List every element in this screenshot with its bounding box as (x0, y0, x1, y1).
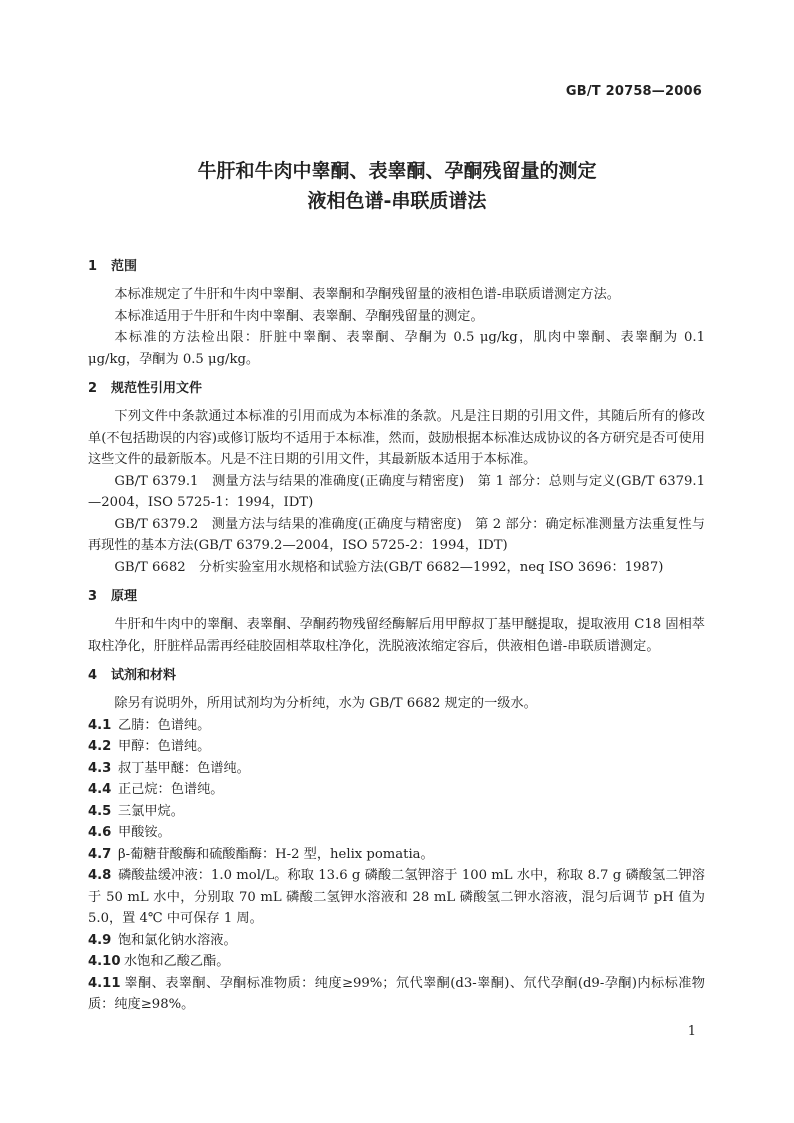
section-heading-scope (88, 256, 705, 278)
reference-entry: GB/T 6379.2 测量方法与结果的准确度(正确度与精密度) 第 2 部分：确定标准测量方法重复性与再现性的基本方法(GB/T 6379.2—2004，ISO 5725-2：1994，IDT) (88, 516, 705, 553)
section-title: 规范性引用文件 (111, 381, 203, 396)
item-text: 甲酸铵。 (118, 825, 171, 840)
reference-entry: GB/T 6682 分析实验室用水规格和试验方法(GB/T 6682—1992，neq ISO 3696：1987) (114, 559, 664, 575)
item-number: 4.4 (88, 782, 112, 797)
section-heading-reagents (88, 665, 705, 687)
reagent-item (88, 865, 705, 930)
item-number: 4.5 (88, 803, 112, 819)
item-text: 睾酮、表睾酮、孕酮标准物质：纯度≥99%；氘代睾酮(d3-睾酮)、氘代孕酮(d9-孕酮)内标标准物质：纯度≥98%。 (88, 975, 705, 1012)
item-number: 4.9 (88, 932, 112, 948)
reagent-item (88, 736, 705, 758)
reagent-item (88, 822, 705, 844)
section-number: 1 (88, 259, 98, 274)
paragraph: 除另有说明外，所用试剂均为分析纯，水为 GB/T 6682 规定的一级水。 (114, 696, 537, 711)
item-number: 4.6 (88, 825, 112, 840)
item-text: 乙腈：色谱纯。 (118, 717, 211, 733)
section-number: 3 (88, 589, 98, 604)
item-number: 4.7 (88, 846, 112, 862)
section-heading-principle (88, 586, 705, 608)
paragraph: 下列文件中条款通过本标准的引用而成为本标准的条款。凡是注日期的引用文件，其随后所有的修改单(不包括勘误的内容)或修订版均不适用于本标准，然而，鼓励根据本标准达成协议的各方研究是否可使用这些文件的最新版本。凡是不注日期的引用文件，其最新版本适用于本标准。 (88, 409, 705, 467)
section-number: 4 (88, 668, 98, 683)
reagent-item (88, 973, 705, 1016)
document-subtitle: 液相色谱-串联质谱法 (307, 190, 487, 212)
reagent-item (88, 779, 705, 801)
section-principle (88, 614, 705, 657)
section-reagents (88, 693, 705, 1016)
document-body (88, 248, 705, 1016)
item-text: 磷酸盐缓冲液：1.0 mol/L。称取 13.6 g 磷酸二氢钾溶于 100 mL 水中，称取 8.7 g 磷酸氢二钾溶于 50 mL 水中，分别取 70 mL 磷酸二氢钾水溶液和 28 mL 磷酸氢二钾水溶液，混匀后调节 pH 值为 5.0，置 4℃ 中可保存 1 周。 (88, 868, 705, 926)
section-title: 试剂和材料 (111, 668, 177, 683)
item-number: 4.11 (88, 975, 121, 991)
reference-entry: GB/T 6379.1 测量方法与结果的准确度(正确度与精密度) 第 1 部分：总则与定义(GB/T 6379.1—2004，ISO 5725-1：1994，IDT) (88, 473, 705, 510)
paragraph: 本标准适用于牛肝和牛肉中睾酮、表睾酮、孕酮残留量的测定。 (114, 308, 484, 324)
paragraph: 本标准规定了牛肝和牛肉中睾酮、表睾酮和孕酮残留量的液相色谱-串联质谱测定方法。 (114, 287, 620, 302)
reagent-list (88, 715, 705, 1016)
reagent-item (88, 844, 705, 866)
item-text: 正己烷：色谱纯。 (118, 782, 224, 797)
item-text: 甲醇：色谱纯。 (118, 739, 211, 754)
section-scope (88, 284, 705, 370)
standard-number: GB/T 20758—2006 (565, 84, 702, 99)
item-number: 4.8 (88, 868, 112, 883)
item-text: 饱和氯化钠水溶液。 (118, 932, 237, 948)
item-text: β-葡糖苷酸酶和硫酸酯酶：H-2 型，helix pomatia。 (118, 846, 434, 862)
section-title: 原理 (111, 589, 138, 604)
reagent-item (88, 930, 705, 952)
section-heading-normative-references (88, 378, 705, 400)
page-number: 1 (687, 1024, 696, 1039)
section-normative-references (88, 406, 705, 578)
section-number: 2 (88, 381, 98, 396)
paragraph: 本标准的方法检出限：肝脏中睾酮、表睾酮、孕酮为 0.5 μg/kg，肌肉中睾酮、表睾酮为 0.1 μg/kg，孕酮为 0.5 μg/kg。 (88, 330, 705, 367)
reagent-item (88, 715, 705, 737)
reagent-item (88, 801, 705, 823)
item-text: 水饱和乙酸乙酯。 (124, 954, 230, 969)
item-number: 4.2 (88, 739, 112, 754)
item-number: 4.1 (88, 717, 112, 733)
reagent-item (88, 758, 705, 780)
reagent-item (88, 951, 705, 973)
section-title: 范围 (111, 259, 138, 274)
item-number: 4.3 (88, 760, 112, 776)
paragraph: 牛肝和牛肉中的睾酮、表睾酮、孕酮药物残留经酶解后用甲醇叔丁基甲醚提取，提取液用 C18 固相萃取柱净化，肝脏样品需再经硅胶固相萃取柱净化，洗脱液浓缩定容后，供液相色谱-串联质谱测定。 (88, 617, 705, 654)
item-text: 三氯甲烷。 (118, 803, 184, 819)
item-number: 4.10 (88, 954, 121, 969)
document-title: 牛肝和牛肉中睾酮、表睾酮、孕酮残留量的测定 (197, 160, 597, 182)
item-text: 叔丁基甲醚：色谱纯。 (118, 760, 250, 776)
